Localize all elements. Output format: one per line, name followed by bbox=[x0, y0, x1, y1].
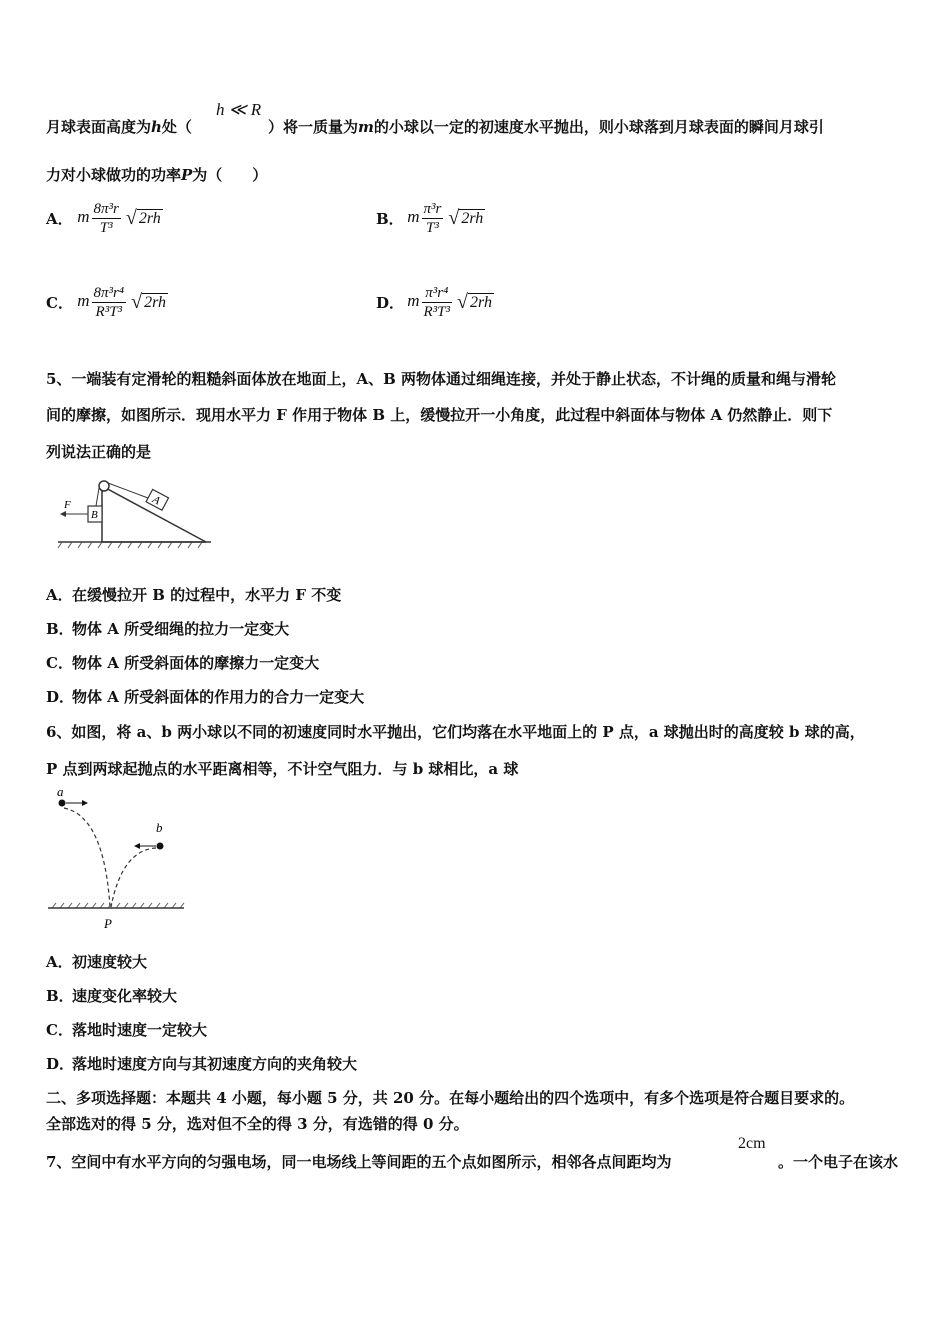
q4-line-1 bbox=[46, 116, 192, 137]
label-b: B bbox=[91, 509, 98, 521]
ground-hatch bbox=[58, 542, 202, 548]
option-label: C． bbox=[46, 1021, 73, 1039]
q4-option-d[interactable] bbox=[376, 284, 494, 321]
option-text: 初速度较大 bbox=[72, 953, 148, 971]
denominator: R³T³ bbox=[95, 304, 123, 320]
trajectory-b bbox=[111, 848, 156, 907]
label-a: A bbox=[150, 493, 163, 508]
option-text: 在缓慢拉开 B 的过程中，水平力 F 不变 bbox=[72, 586, 342, 604]
q4-text: 力对小球做功的功率 bbox=[46, 166, 182, 184]
q6-line-2: P 点到两球起抛点的水平距离相等，不计空气阻力．与 b 球相比，a 球 bbox=[46, 760, 519, 778]
arrow-head-icon bbox=[60, 511, 66, 517]
radicand: 2rh bbox=[470, 294, 492, 311]
option-text: 物体 A 所受细绳的拉力一定变大 bbox=[72, 620, 290, 638]
var-m: m bbox=[358, 118, 374, 136]
label-b: b bbox=[156, 820, 163, 835]
var-m: m bbox=[407, 207, 420, 227]
radicand: 2rh bbox=[138, 210, 161, 227]
option-label: D． bbox=[376, 293, 405, 312]
sqrt-icon: √ bbox=[457, 291, 468, 313]
denominator: T³ bbox=[426, 220, 439, 236]
radicand: 2rh bbox=[144, 294, 167, 311]
q5-option-d[interactable] bbox=[46, 686, 364, 707]
q6-line-1: 6、如图，将 a、b 两小球以不同的初速度同时水平抛出，它们均落在水平地面上的 P 点，a 球抛出时的高度较 b 球的高， bbox=[46, 723, 865, 741]
pulley-icon bbox=[99, 481, 109, 491]
q5-figure-incline bbox=[46, 474, 216, 554]
option-text: 物体 A 所受斜面体的摩擦力一定变大 bbox=[72, 654, 320, 672]
numerator: π³r⁴ bbox=[422, 284, 453, 303]
ball-a bbox=[59, 800, 66, 807]
arrow-head-icon bbox=[134, 843, 140, 849]
q4-line-2 bbox=[46, 164, 267, 185]
q7-text: 7、空间中有水平方向的匀强电场，同一电场线上等间距的五个点如图所示，相邻各点间距均为 bbox=[46, 1153, 672, 1171]
var-P: P bbox=[181, 166, 193, 184]
q4-text: 的小球以一定的初速度水平抛出，则小球落到月球表面的瞬间月球引 bbox=[373, 118, 824, 136]
option-label: C． bbox=[46, 654, 73, 672]
option-label: D． bbox=[46, 1055, 75, 1073]
option-text: 速度变化率较大 bbox=[72, 987, 178, 1005]
option-text: 落地时速度一定较大 bbox=[72, 1021, 208, 1039]
option-label: D． bbox=[46, 688, 75, 706]
q7-line-1 bbox=[46, 1151, 671, 1172]
option-label: B． bbox=[46, 987, 74, 1005]
numerator: 8π³r⁴ bbox=[93, 285, 125, 301]
rope-to-B bbox=[96, 488, 99, 506]
option-label: C． bbox=[46, 293, 73, 312]
q5-option-b[interactable] bbox=[46, 618, 289, 639]
fraction bbox=[92, 200, 121, 237]
sqrt-icon: √ bbox=[125, 207, 137, 229]
section-2-heading: 二、多项选择题：本题共 4 小题，每小题 5 分，共 20 分。在每小题给出的四个选项中，有多个选项是符合题目要求的。 bbox=[46, 1089, 855, 1107]
section-2-heading-cont: 全部选对的得 5 分，选对但不全的得 3 分，有选错的得 0 分。 bbox=[46, 1115, 469, 1133]
option-label: A． bbox=[46, 209, 73, 228]
fraction bbox=[422, 200, 444, 237]
numerator: π³r bbox=[423, 201, 442, 217]
option-label: A． bbox=[46, 953, 73, 971]
var-h: h bbox=[151, 118, 162, 136]
q5-line-3: 列说法正确的是 bbox=[46, 443, 152, 461]
q5-line-2: 间的摩擦，如图所示．现用水平力 F 作用于物体 B 上，缓慢拉开一小角度，此过程中斜面体与物体 A 仍然静止．则下 bbox=[46, 406, 833, 424]
option-text: 物体 A 所受斜面体的作用力的合力一定变大 bbox=[72, 688, 365, 706]
denominator: T³ bbox=[99, 220, 113, 236]
option-label: B． bbox=[376, 209, 404, 228]
q6-option-a[interactable] bbox=[46, 951, 147, 972]
arrow-head-icon bbox=[82, 800, 88, 806]
sqrt-icon: √ bbox=[131, 291, 143, 313]
q4-text: 月球表面高度为 bbox=[46, 118, 152, 136]
distance-value: 2cm bbox=[738, 1135, 766, 1152]
label-p: P bbox=[104, 916, 112, 931]
fraction bbox=[92, 284, 127, 321]
q6-option-d[interactable] bbox=[46, 1053, 357, 1074]
q4-line-1-cont bbox=[268, 116, 824, 137]
q4-option-c[interactable] bbox=[46, 284, 168, 321]
option-label: B． bbox=[46, 620, 74, 638]
var-m: m bbox=[407, 291, 420, 311]
denominator: R³T³ bbox=[423, 304, 451, 320]
radicand: 2rh bbox=[461, 210, 484, 227]
condition-formula: h ≪ R bbox=[216, 100, 262, 119]
label-a: a bbox=[57, 786, 64, 799]
fraction bbox=[422, 284, 453, 321]
q4-text: ）将一质量为 bbox=[268, 118, 359, 136]
q5-option-c[interactable] bbox=[46, 652, 319, 673]
block-a bbox=[146, 489, 168, 510]
rope-to-A bbox=[108, 483, 148, 498]
numerator: 8π³r bbox=[93, 201, 119, 217]
q6-option-b[interactable] bbox=[46, 985, 177, 1006]
q4-option-a[interactable] bbox=[46, 200, 163, 237]
var-m: m bbox=[77, 291, 90, 311]
q4-option-b[interactable] bbox=[376, 200, 485, 237]
option-text: 落地时速度方向与其初速度方向的夹角较大 bbox=[72, 1055, 358, 1073]
sqrt-icon: √ bbox=[448, 207, 460, 229]
q4-text: 为（ ） bbox=[192, 166, 268, 184]
label-f: F bbox=[64, 499, 71, 511]
q6-option-c[interactable] bbox=[46, 1019, 207, 1040]
q6-figure-projectiles bbox=[44, 786, 194, 936]
q5-line-1: 5、一端装有定滑轮的粗糙斜面体放在地面上，A、B 两物体通过细绳连接，并处于静止状态，不计绳的质量和绳与滑轮 bbox=[46, 370, 836, 388]
q4-text: 处（ bbox=[161, 118, 192, 136]
var-m: m bbox=[77, 207, 90, 227]
q7-line-1-cont: 。一个电子在该水 bbox=[778, 1153, 899, 1171]
ball-b bbox=[157, 843, 164, 850]
trajectory-a bbox=[64, 808, 110, 907]
option-label: A． bbox=[46, 586, 73, 604]
q5-option-a[interactable] bbox=[46, 584, 341, 605]
